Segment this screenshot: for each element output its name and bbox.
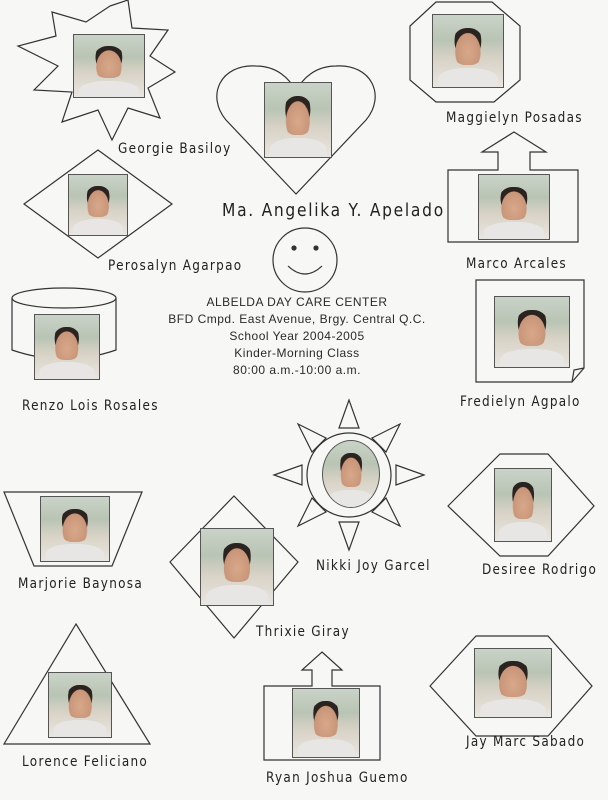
class-time: 80:00 a.m.-10:00 a.m. xyxy=(233,363,361,377)
student-name-perosalyn: Perosalyn Agarpao xyxy=(108,258,243,274)
student-name-georgie: Georgie Basiloy xyxy=(118,141,232,157)
student-photo xyxy=(494,468,552,542)
school-address: BFD Cmpd. East Avenue, Brgy. Central Q.C. xyxy=(168,312,426,326)
student-name-desiree: Desiree Rodrigo xyxy=(482,562,598,578)
student-photo xyxy=(68,174,128,236)
student-photo xyxy=(264,82,332,158)
student-photo xyxy=(322,440,380,508)
student-photo xyxy=(478,174,550,240)
student-photo xyxy=(474,648,552,718)
student-photo xyxy=(48,672,112,738)
student-name-jaymarc: Jay Marc Sabado xyxy=(466,734,586,750)
student-name-fredielyn: Fredielyn Agpalo xyxy=(460,394,581,410)
student-photo xyxy=(200,528,274,606)
school-year: School Year 2004-2005 xyxy=(229,329,365,343)
smiley-face-icon xyxy=(273,228,337,292)
student-name-lorence: Lorence Feliciano xyxy=(22,754,149,770)
student-photo xyxy=(292,688,360,758)
student-photo xyxy=(432,14,504,88)
student-photo xyxy=(73,34,145,98)
student-photo xyxy=(40,496,110,562)
student-name-thrixie: Thrixie Giray xyxy=(256,624,350,640)
school-name: ALBELDA DAY CARE CENTER xyxy=(206,295,388,309)
class-name: Kinder-Morning Class xyxy=(234,346,360,360)
student-name-ryan: Ryan Joshua Guemo xyxy=(266,770,409,786)
student-photo xyxy=(494,296,570,368)
student-name-maggielyn: Maggielyn Posadas xyxy=(446,110,583,126)
student-name-marjorie: Marjorie Baynosa xyxy=(18,576,144,592)
student-name-marco: Marco Arcales xyxy=(466,256,567,272)
student-name-angelika: Ma. Angelika Y. Apelado xyxy=(222,200,445,221)
school-info xyxy=(162,294,432,379)
student-name-nikki: Nikki Joy Garcel xyxy=(316,558,431,574)
student-photo xyxy=(34,314,100,380)
student-name-renzo: Renzo Lois Rosales xyxy=(22,398,159,414)
